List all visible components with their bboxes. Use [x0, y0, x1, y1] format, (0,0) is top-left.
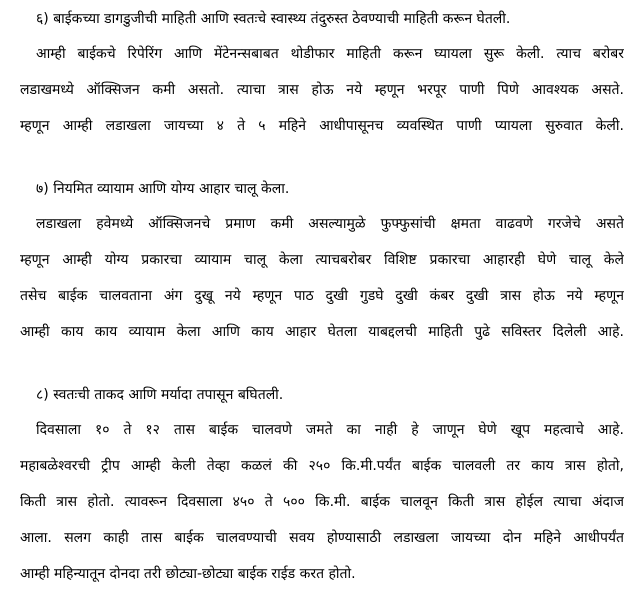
section-7-line-2: म्हणून आम्ही योग्य प्रकारचा व्यायाम चालू केला त्याचबरोबर विशिष्ट प्रकारचा आहारही घेणे चालू केले [20, 252, 624, 268]
section-7-line-3: तसेच बाईक चालवताना अंग दुखू नये म्हणून पाठ दुखी गुडघे दुखी कंबर दुखी त्रास होऊ नये म्हणून [20, 288, 624, 304]
section-6-heading: ६) बाईकच्या डागडुजीची माहिती आणि स्वतःचे स्वास्थ्य तंदुरुस्त ठेवण्याची माहिती करून घेतली. [36, 11, 511, 27]
section-7-heading: ७) नियमित व्यायाम आणि योग्य आहार चालू केला. [36, 181, 290, 197]
section-8-line-2: महाबळेश्वरची ट्रीप आम्ही केली तेव्हा कळलं की २५० कि.मी.पर्यंत बाईक चालवली तर काय त्रास होतो, [20, 458, 624, 474]
section-8-heading: ८) स्वतःची ताकद आणि मर्यादा तपासून बघितली. [36, 387, 284, 403]
section-8-line-5: आम्ही महिन्यातून दोनदा तरी छोट्या-छोट्या बाईक राईड करत होतो. [20, 566, 356, 582]
section-8-line-3: किती त्रास होतो. त्यावरून दिवसाला ४५० ते ५०० कि.मी. बाईक चालवून किती त्रास होईल त्याचा अंदाज [20, 494, 624, 510]
section-6-line-2: लडाखमध्ये ऑक्सिजन कमी असतो. त्याचा त्रास होऊ नये म्हणून भरपूर पाणी पिणे आवश्यक असते. [20, 82, 624, 98]
section-7-line-1: लडाखला हवेमध्ये ऑक्सिजनचे प्रमाण कमी असल्यामुळे फुफ्फुसांची क्षमता वाढवणे गरजेचे असते [36, 216, 624, 232]
section-6-line-3: म्हणून आम्ही लडाखला जायच्या ४ ते ५ महिने आधीपासूनच व्यवस्थित पाणी प्यायला सुरुवात केली. [20, 118, 624, 134]
section-8-line-4: आला. सलग काही तास बाईक चालवण्याची सवय होण्यासाठी लडाखला जायच्या दोन महिने आधीपर्यंत [20, 530, 624, 546]
section-7-line-4: आम्ही काय काय व्यायाम केला आणि काय आहार घेतला याबद्दलची माहिती पुढे सविस्तर दिलेली आहे. [20, 324, 624, 340]
section-8-line-1: दिवसाला १० ते १२ तास बाईक चालवणे जमते का नाही हे जाणून घेणे खूप महत्वाचे आहे. [36, 422, 624, 438]
section-6-line-1: आम्ही बाईकचे रिपेरिंग आणि मेंटेनन्सबाबत थोडीफार माहिती करून घ्यायला सुरू केली. त्याच बरोबर [36, 46, 624, 62]
